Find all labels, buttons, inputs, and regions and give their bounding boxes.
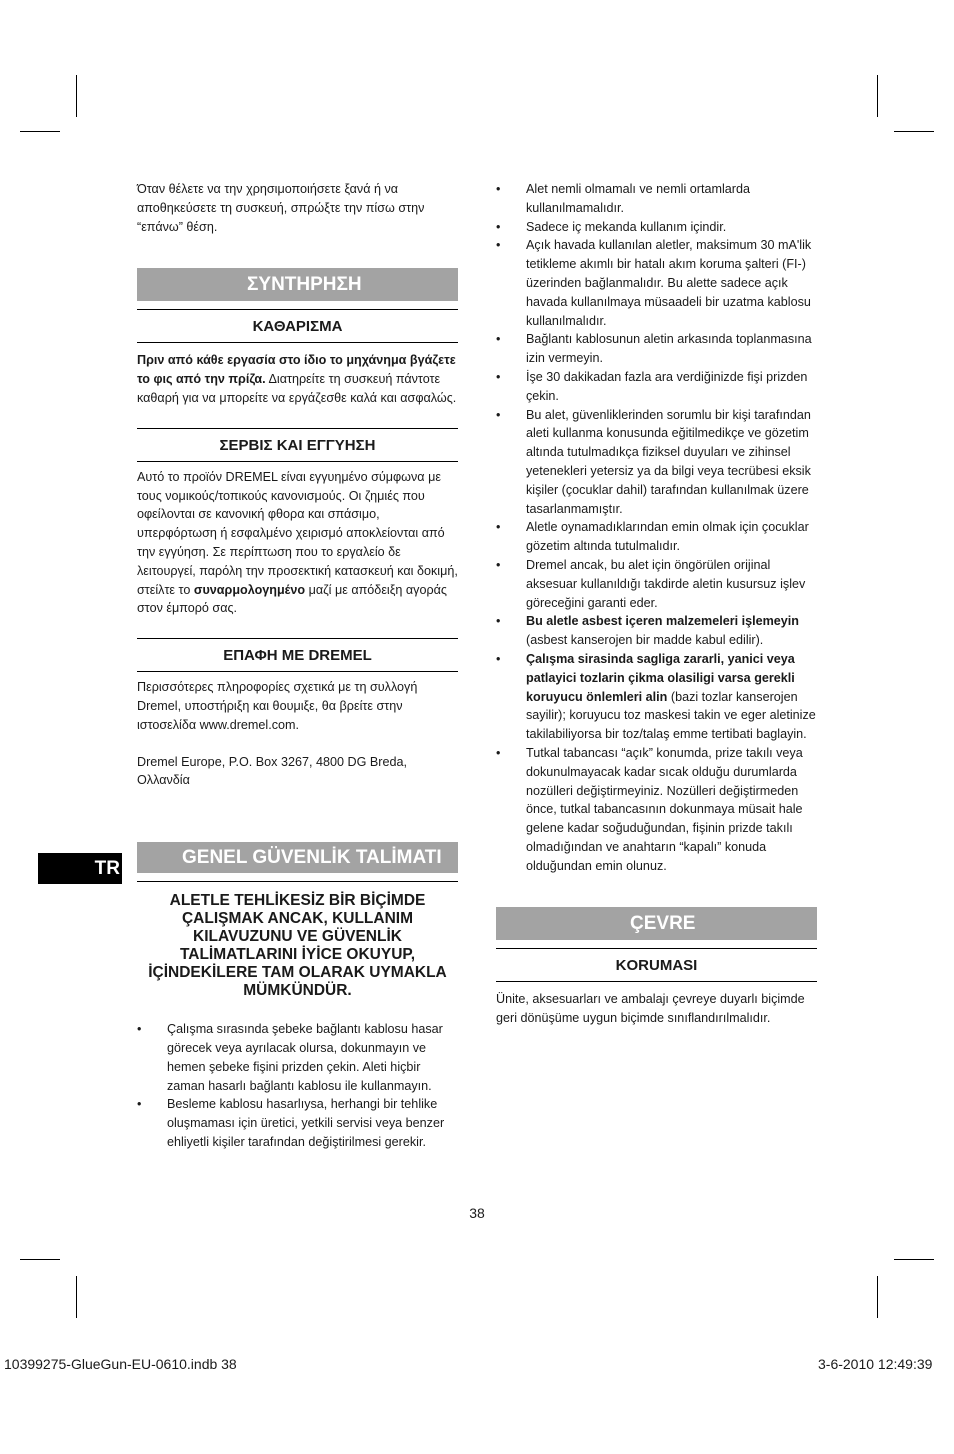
protection-paragraph: Ünite, aksesuarları ve ambalajı çevreye duyarlı biçimde geri dönüşüme uygun biçimde sınıflandırılmalıdır. (496, 992, 805, 1026)
cleaning-bold: Πριν από κάθε εργασία στο ίδιο το μηχάνημα βγάζετε το φις από την πρίζα. (137, 353, 456, 387)
crop-mark (76, 75, 77, 117)
crop-mark (894, 1259, 934, 1260)
crop-mark (877, 75, 878, 117)
asbestos-bold: Bu aletle asbest içeren malzemeleri işlemeyin (526, 614, 800, 629)
list-item: • Dremel ancak, bu alet için öngörülen orijinal aksesuar kullanıldığı takdirde aletin kusursuz işlev göreceğini garanti eder. (496, 556, 817, 612)
list-item: • Bu aletle asbest içeren malzemeleri işlemeyin (asbest kanserojen bir madde kabul edilir). (496, 612, 817, 650)
maintenance-title: ΣΥΝΤΗΡΗΣΗ (137, 268, 458, 301)
list-item: • İşe 30 dakikadan fazla ara verdiğinizde fişi prizden çekin. (496, 368, 817, 406)
protection-heading: KORUMASI (615, 957, 698, 975)
contact-paragraph: Περισσότερες πληροφορίες σχετικά με τη συλλογή Dremel, υποστήριξη και θουμιξε, θα βρείτε στην ιστοσελίδα www.dremel.com. (137, 680, 418, 732)
address-paragraph: Dremel Europe, P.O. Box 3267, 4800 DG Breda, Ολλανδία (137, 754, 407, 788)
footer-file: 10399275-GlueGun-EU-0610.indb 38 (4, 1356, 237, 1372)
list-item: • Alet nemli olmamalı ve nemli ortamlarda kullanılmamalıdır. (496, 180, 817, 218)
crop-mark (894, 131, 934, 132)
safety-title: GENEL GÜVENLİK TALİMATI (137, 842, 458, 873)
list-item: • Tutkal tabancası “açık” konumda, prize takılı veya dokunulmayacak kadar sıcak olduğu durumlarda nozülleri değiştirmeyiniz. Nozülleri değiştirmeden önce, tutkal tabancasının dokunmaya müsait hale gelene kadar soğuduğundan, fişinin prizde takılı olmadığından ve anahtarın “kapalı” konuda olduğundan emin olunuz. (496, 744, 817, 876)
crop-mark (20, 131, 60, 132)
contact-heading: ΕΠΑΦΗ ΜΕ DREMEL (223, 647, 372, 665)
crop-mark (877, 1276, 878, 1318)
contact-heading-block (137, 639, 458, 672)
list-item: • Çalışma sırasında şebeke bağlantı kablosu hasar görecek veya ayrılacak olursa, dokunmayın ve hemen şebeke fişini prizden çekin. Aleti hiçbir zaman hasarlı bağlantı kablosu ile kullanmayın. (137, 1020, 458, 1095)
cleaning-text: Διατηρείτε τη συσκευή πάντοτε καθαρή για να μπορείτε να εργάζεσθε καλά και ασφαλώς. (137, 372, 457, 405)
right-bullet-list (496, 180, 817, 875)
safety-warning: ALETLE TEHLİKESİZ BİR BİÇİMDE ÇALIŞMAK ANCAK, KULLANIM KILAVUZUNU VE GÜVENLİK TALİMATLARINI İYİCE OKUYUP, İÇİNDEKİLERE TAM OLARAK UYMAKLA MÜMKÜNDÜR. (148, 892, 447, 1000)
protection-heading-block (496, 949, 817, 982)
crop-mark (76, 1276, 77, 1318)
cleaning-paragraph (137, 351, 458, 407)
right-column (496, 180, 817, 1028)
language-tab: TR (38, 853, 122, 884)
service-heading-block (137, 429, 458, 462)
list-item: • Besleme kablosu hasarlıysa, herhangi bir tehlike oluşmaması için üretici, yetkili servisi veya benzer ehliyetli kişiler tarafından değiştirilmesi gerekir. (137, 1095, 458, 1151)
intro-paragraph: Όταν θέλετε να την χρησιμοποιήσετε ξανά ή να αποθηκεύσετε τη συσκευή, σπρώξτε την πίσω στην “επάνω” θέση. (137, 182, 425, 234)
service-paragraph: Αυτό το προϊόν DREMEL είναι εγγυημένο σύμφωνα με τους νομικούς/τοπικούς κανονισμούς. Οι ζημιές που οφείλονται σε κανονική φθορα και σπάσιμο, υπερφόρτωση ή εσφαλμένο χειρισμό αποκλείονται από την εγγύηση. Σε περίπτωση που το εργαλείο δε λειτουργεί, παρόλη την προσεκτική κατασκευή και δοκιμή, στείλτε το συναρμολογημένο μαζί με απόδειξη αγοράς στον έμπορό σας. (137, 469, 458, 616)
left-column (137, 180, 458, 1152)
list-item: • Çalışma sirasinda sagliga zararli, yanici veya patlayici tozlarin çikma olasiligi varsa gerekli koruyucu önlemleri alin (bazi tozlar kanserojen sayilir); koruyucu toz maskesi takin ve eger aletinize takilabiliyorsa bir toz/talaş emme tertibati baglayin. (496, 650, 817, 744)
environment-title: ÇEVRE (496, 907, 817, 940)
service-heading: ΣΕΡΒΙΣ ΚΑΙ ΕΓΓΥΗΣΗ (219, 436, 376, 454)
list-item: • Bu alet, güvenliklerinden sorumlu bir kişi tarafından aleti kullanma konusunda eğitilmedikçe ve gözetim altında tutulmadıkça fiziksel duyuları ve zihinsel yetenekleri yetersiz ya da bilgi veya tecrübesi eksik kişiler (çocuklar dahil) tarafından kullanılmak üzere tasarlanmamıştır. (496, 406, 817, 519)
list-item: • Sadece iç mekanda kullanım içindir. (496, 218, 817, 237)
left-bullet-list (137, 1020, 458, 1152)
service-bold: συναρμολογημένο (193, 582, 306, 597)
page-number: 38 (469, 1205, 485, 1221)
dust-bold: Çalışma sirasinda sagliga zararli, yanici veya patlayici tozlarin çikma olasiligi varsa gerekli koruyucu önlemleri alin (526, 651, 795, 704)
footer-date: 3-6-2010 12:49:39 (818, 1356, 933, 1372)
list-item: • Bağlantı kablosunun aletin arkasında toplanmasına izin vermeyin. (496, 330, 817, 368)
crop-mark (20, 1259, 60, 1260)
list-item: • Aletle oynamadıklarından emin olmak için çocuklar gözetim altında tutulmalıdır. (496, 518, 817, 556)
cleaning-heading: ΚΑΘΑΡΙΣΜΑ (252, 318, 343, 336)
cleaning-heading-block (137, 310, 458, 343)
list-item: • Açık havada kullanılan aletler, maksimum 30 mA'lik tetikleme akımlı bir hatalı akım koruma şalteri (FI-) üzerinden bağlanmalıdır. Bu alette sadece açık havada kullanılmaya müsaadeli bir uzatma kablosu kullanılmalıdır. (496, 236, 817, 330)
